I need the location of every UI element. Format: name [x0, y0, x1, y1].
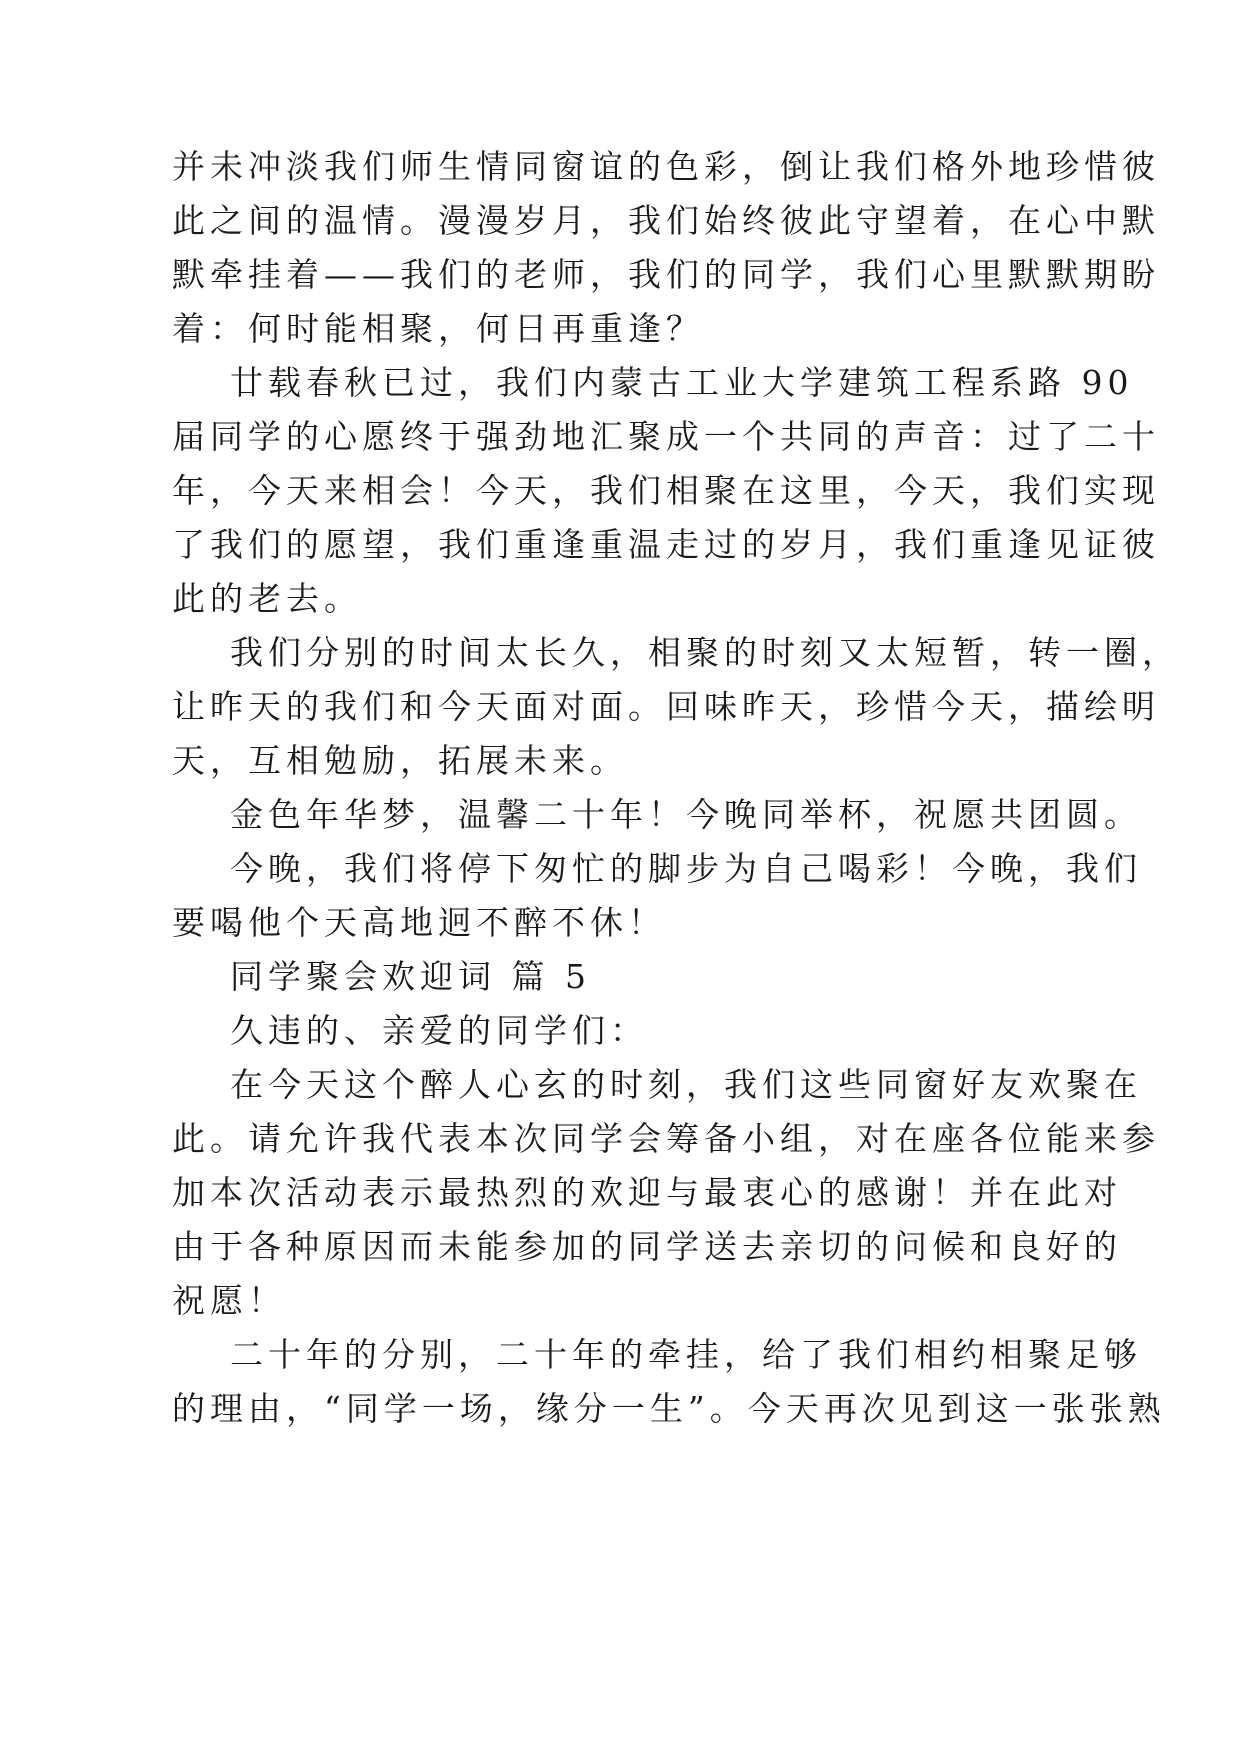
text-line: 此的老去。: [172, 579, 362, 618]
salutation: 久违的、亲爱的同学们：: [230, 1011, 648, 1050]
text-line: 金色年华梦，温馨二十年！今晚同举杯，祝愿共团圆。: [230, 795, 1142, 834]
text-line: 让昨天的我们和今天面对面。回味昨天，珍惜今天，描绘明: [172, 687, 1160, 726]
text-line: 届同学的心愿终于强劲地汇聚成一个共同的声音：过了二十: [172, 417, 1160, 456]
text-line: 并未冲淡我们师生情同窗谊的色彩，倒让我们格外地珍惜彼: [172, 147, 1160, 186]
text-line: 着：何时能相聚，何日再重逢？: [172, 309, 704, 348]
text-line: 廿载春秋已过，我们内蒙古工业大学建筑工程系路 90: [230, 363, 1134, 402]
section-heading: 同学聚会欢迎词 篇 5: [230, 957, 591, 996]
text-line: 我们分别的时间太长久，相聚的时刻又太短暂，转一圈，: [230, 633, 1180, 672]
text-line: 要喝他个天高地迥不醉不休！: [172, 903, 666, 942]
text-line: 祝愿！: [172, 1281, 286, 1320]
text-line: 天，互相勉励，拓展未来。: [172, 741, 628, 780]
text-line: 二十年的分别，二十年的牵挂，给了我们相约相聚足够: [230, 1335, 1142, 1374]
text-line: 此之间的温情。漫漫岁月，我们始终彼此守望着，在心中默: [172, 201, 1160, 240]
text-line: 的理由，“同学一场，缘分一生”。今天再次见到这一张张熟: [172, 1389, 1166, 1428]
text-line: 加本次活动表示最热烈的欢迎与最衷心的感谢！并在此对: [172, 1173, 1122, 1212]
text-line: 在今天这个醉人心玄的时刻，我们这些同窗好友欢聚在: [230, 1065, 1142, 1104]
text-line: 了我们的愿望，我们重逢重温走过的岁月，我们重逢见证彼: [172, 525, 1160, 564]
text-line: 由于各种原因而未能参加的同学送去亲切的问候和良好的: [172, 1227, 1122, 1266]
text-line: 年，今天来相会！今天，我们相聚在这里，今天，我们实现: [172, 471, 1160, 510]
text-line: 今晚，我们将停下匆忙的脚步为自己喝彩！今晚，我们: [230, 849, 1142, 888]
text-line: 此。请允许我代表本次同学会筹备小组，对在座各位能来参: [172, 1119, 1160, 1158]
text-line: 默牵挂着——我们的老师，我们的同学，我们心里默默期盼: [172, 255, 1160, 294]
